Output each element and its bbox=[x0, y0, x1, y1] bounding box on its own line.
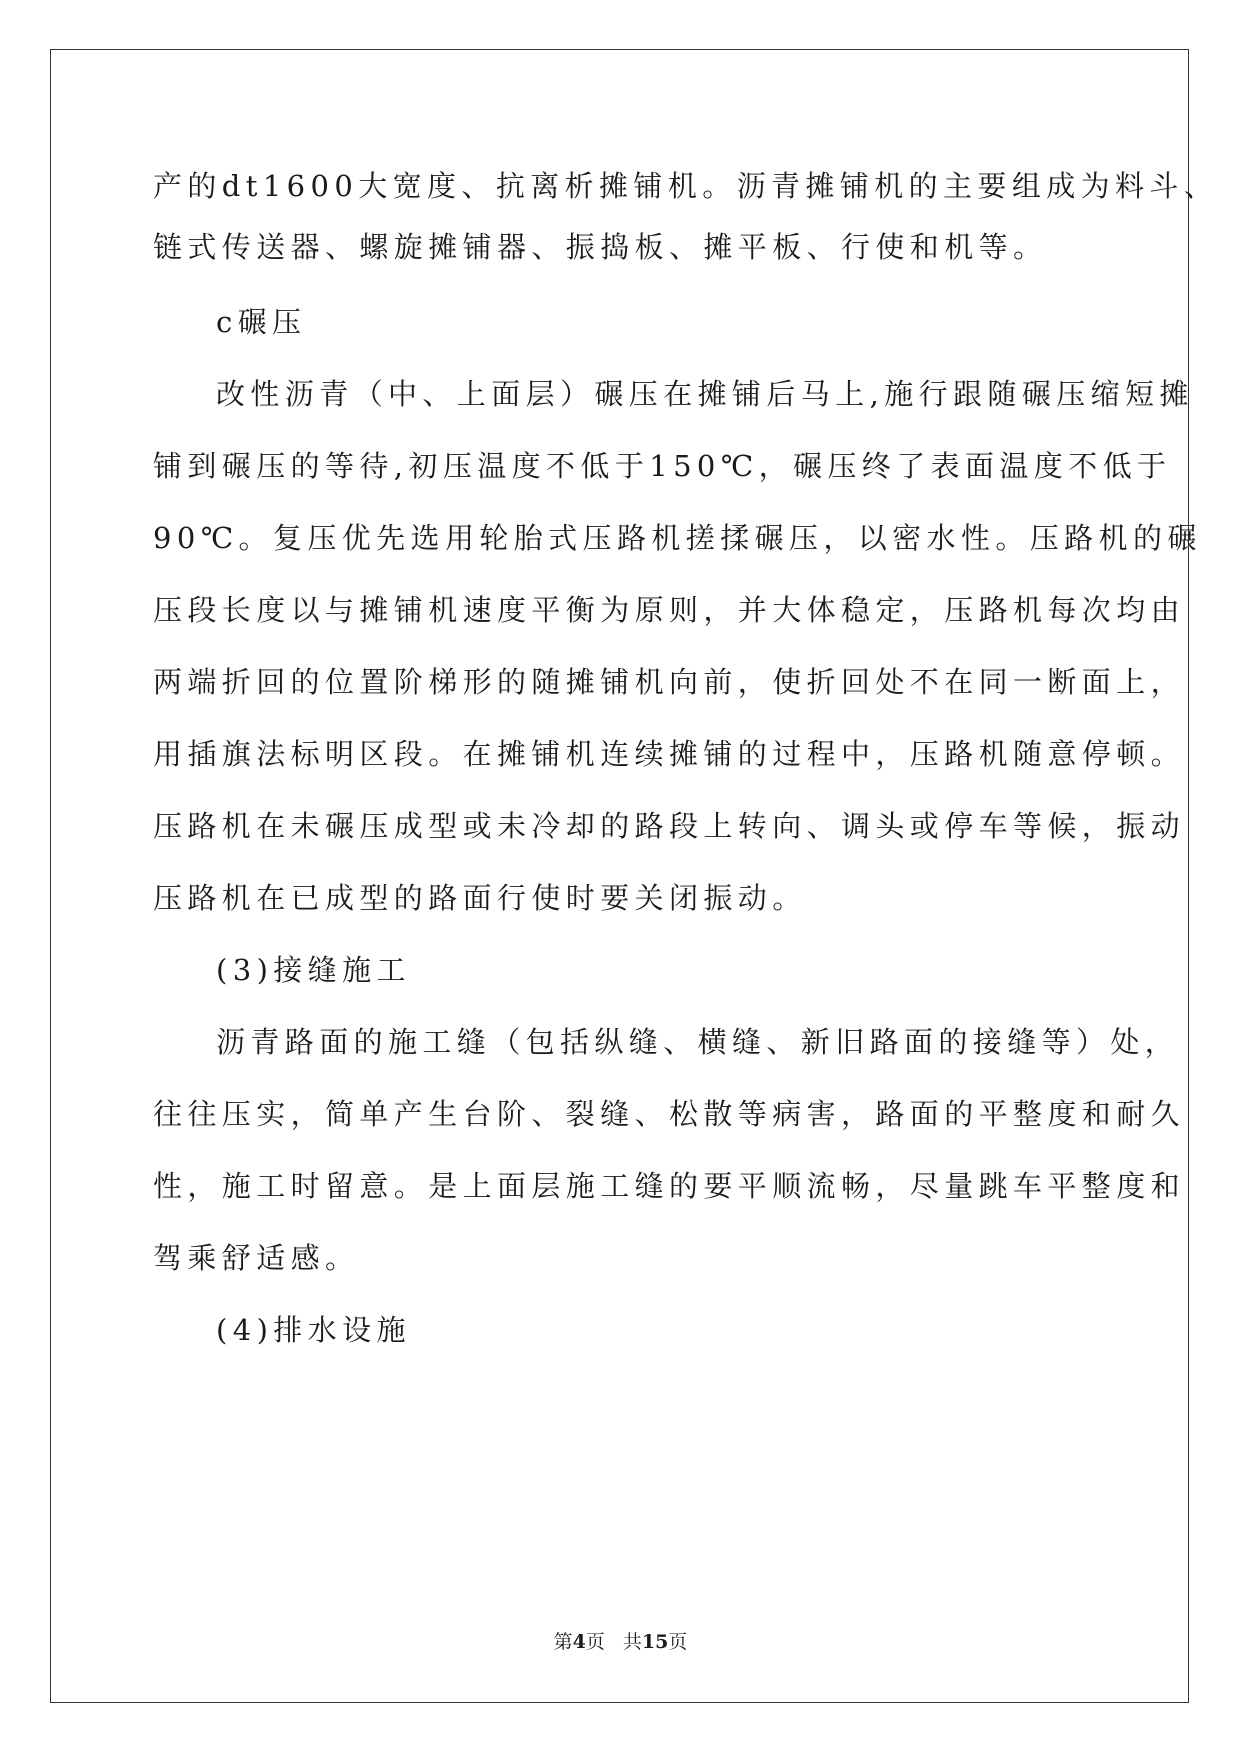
paragraph-line-2: 铺到碾压的等待,初压温度不低于150℃，碾压终了表面温度不低于 bbox=[153, 449, 1172, 483]
paragraph2-line-4: 驾乘舒适感。 bbox=[153, 1241, 360, 1275]
page-footer bbox=[0, 1627, 1241, 1654]
total-suffix: 页 bbox=[668, 1631, 688, 1653]
text-line-1: 产的dt1600大宽度、抗离析摊铺机。沥青摊铺机的主要组成为料斗、 bbox=[153, 169, 1219, 203]
paragraph-line-6: 用插旗法标明区段。在摊铺机连续摊铺的过程中，压路机随意停顿。 bbox=[153, 737, 1186, 771]
text-line-2: 链式传送器、螺旋摊铺器、振捣板、摊平板、行使和机等。 bbox=[153, 230, 1048, 264]
page-suffix: 页 bbox=[585, 1631, 605, 1653]
paragraph-line-1: 改性沥青（中、上面层）碾压在摊铺后马上,施行跟随碾压缩短摊 bbox=[216, 377, 1194, 411]
page-border bbox=[50, 49, 1189, 1703]
paragraph-line-8: 压路机在已成型的路面行使时要关闭振动。 bbox=[153, 881, 807, 915]
page-prefix: 第 bbox=[553, 1631, 573, 1653]
paragraph2-line-2: 往往压实，简单产生台阶、裂缝、松散等病害，路面的平整度和耐久 bbox=[153, 1097, 1186, 1131]
paragraph-line-5: 两端折回的位置阶梯形的随摊铺机向前，使折回处不在同一断面上， bbox=[153, 665, 1186, 699]
section-heading-4: (4)排水设施 bbox=[216, 1313, 411, 1347]
paragraph2-line-3: 性，施工时留意。是上面层施工缝的要平顺流畅，尽量跳车平整度和 bbox=[153, 1169, 1186, 1203]
total-pages: 15 bbox=[641, 1631, 669, 1653]
paragraph2-line-1: 沥青路面的施工缝（包括纵缝、横缝、新旧路面的接缝等）处， bbox=[216, 1025, 1180, 1059]
section-heading-3: (3)接缝施工 bbox=[216, 953, 411, 987]
paragraph-line-7: 压路机在未碾压成型或未冷却的路段上转向、调头或停车等候，振动 bbox=[153, 809, 1186, 843]
page-number: 4 bbox=[572, 1631, 586, 1653]
section-heading-c: c碾压 bbox=[216, 305, 307, 339]
paragraph-line-4: 压段长度以与摊铺机速度平衡为原则，并大体稳定，压路机每次均由 bbox=[153, 593, 1186, 627]
total-prefix: 共 bbox=[622, 1631, 642, 1653]
paragraph-line-3: 90℃。复压优先选用轮胎式压路机搓揉碾压，以密水性。压路机的碾 bbox=[153, 521, 1202, 555]
